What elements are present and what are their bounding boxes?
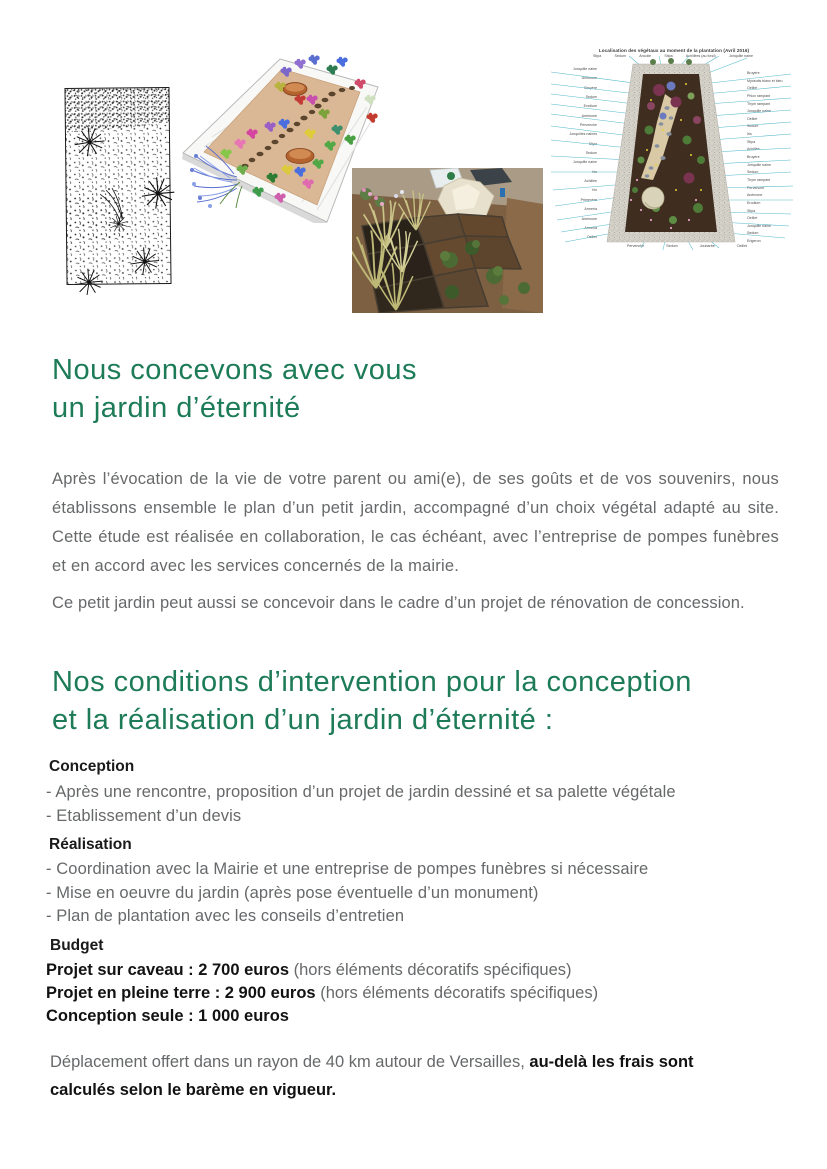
- plan-label: Oeillet: [747, 86, 758, 91]
- plan-label: Pervenche: [579, 123, 597, 128]
- plan-label: Oeillet: [586, 235, 597, 240]
- plan-label: Sedum: [747, 170, 759, 175]
- price-line-caveau: [46, 959, 806, 982]
- plan-label: Achillées (au fond): [685, 54, 716, 58]
- plan-label: Iris: [747, 132, 752, 137]
- round-stone: [642, 187, 664, 209]
- plan-labels-right: [747, 72, 805, 244]
- plan-label: Phlox rampant: [747, 93, 771, 98]
- renovation-paragraph: Ce petit jardin peut aussi se concevoir dans le cadre d’un projet de rénovation de concession.: [52, 593, 745, 612]
- plan-label: Jonquille naine: [729, 54, 753, 58]
- travel-note-normal: Déplacement offert dans un rayon de 40 km autour de Versailles,: [50, 1052, 530, 1071]
- plan-label: Bruyère: [747, 155, 760, 160]
- plan-label: Bruyère: [747, 71, 760, 75]
- plan-label: Erigeron: [747, 239, 761, 244]
- list-item: - Après une rencontre, proposition d’un projet de jardin dessiné et sa palette végétale: [46, 783, 676, 801]
- plan-photo-drawing: [601, 60, 741, 245]
- list-item: - Plan de plantation avec les conseils d’entretien: [46, 907, 405, 925]
- plan-label: Thym rampant: [747, 101, 771, 106]
- plan-label: Anémone: [581, 113, 597, 118]
- conception-list: [46, 781, 786, 828]
- plan-title: Localisation des végétaux au moment de la plantation (Avril 2016): [598, 48, 750, 53]
- plan-label: Pervenche: [747, 185, 765, 190]
- labelled-plan-figure: [543, 44, 805, 256]
- plan-label: Jonquille naine: [573, 160, 597, 165]
- plan-label: Stipa: [747, 208, 756, 213]
- budget-lines: [46, 959, 806, 1028]
- plan-label: Uniflorum: [581, 76, 597, 81]
- plan-label: Stipa: [747, 139, 756, 144]
- plan-label: Sedum: [747, 231, 759, 236]
- section-title-realisation: Réalisation: [49, 836, 132, 853]
- conditions-title-line1: Nos conditions d’intervention pour la conception: [52, 666, 692, 698]
- plan-label: Stipa: [588, 141, 597, 146]
- price-bold: Projet en pleine terre : 2 900 euros: [46, 984, 316, 1002]
- plan-label: Erodium: [747, 200, 761, 205]
- price-note: (hors éléments décoratifs spécifiques): [289, 961, 572, 979]
- plan-labels-bottom: [627, 245, 747, 249]
- travel-note-bold: au-delà les frais sont calculés selon le barème en vigueur.: [50, 1052, 694, 1099]
- plan-label: Oeillet: [736, 244, 747, 248]
- plan-label: Thym rampant: [747, 177, 771, 182]
- conditions-title-line2: et la réalisation d’un jardin d’éternité :: [52, 704, 554, 736]
- travel-note: [50, 1048, 740, 1104]
- page-title-line1: Nous concevons avec vous: [52, 354, 418, 386]
- price-note: (hors éléments décoratifs spécifiques): [315, 984, 599, 1002]
- plan-label: Anémone: [747, 193, 763, 198]
- list-item: - Coordination avec la Mairie et une entreprise de pompes funèbres si nécessaire: [46, 860, 649, 878]
- price-bold: Projet sur caveau : 2 700 euros: [46, 961, 290, 979]
- planting-photo-drawing: [352, 168, 543, 313]
- plan-label: Jonquille naine: [747, 162, 771, 167]
- garden-sketch-drawing: [60, 76, 180, 296]
- section-title-budget: Budget: [50, 937, 104, 954]
- plan-label: Sedum: [585, 151, 597, 156]
- section-title-conception: Conception: [49, 758, 135, 775]
- plan-label: Sedum: [614, 54, 626, 58]
- page-title: [52, 351, 417, 427]
- plan-label: Ancolie: [639, 54, 652, 58]
- conditions-title: [52, 663, 692, 739]
- price-line-pleine-terre: [46, 982, 806, 1005]
- intro-paragraph: Après l’évocation de la vie de votre parent ou ami(e), de ses goûts et de vos souvenirs, nous établissons ensemble le plan d’un petit jardin, accompagné d’un choix végétal adapté au site. Cette étude est réalisée en collaboration, le cas échéant, avec l’entreprise de pompes funèbres et en accord avec les services concernés de la mairie.: [52, 469, 779, 575]
- plan-label: Jonquille naine: [747, 109, 771, 114]
- plan-label: Armeria: [584, 225, 597, 230]
- plan-label: Oeillet: [747, 116, 758, 121]
- plan-label: Achillée: [584, 179, 597, 184]
- plan-label: Bruyère: [584, 85, 597, 90]
- plan-label: Iris: [592, 169, 597, 174]
- plan-label: Armeria: [584, 207, 597, 212]
- list-item: - Mise en oeuvre du jardin (après pose éventuelle d’un monument): [46, 883, 539, 902]
- plan-label: Pervenche: [627, 244, 645, 248]
- plan-label: Stipa: [664, 54, 673, 58]
- price-bold: Conception seule : 1 000 euros: [46, 1007, 289, 1025]
- list-item: - Etablissement d’un devis: [46, 806, 242, 825]
- realisation-list: [46, 858, 786, 929]
- plan-label: Jonquille naine: [573, 67, 597, 71]
- plan-label: Oeillet: [747, 216, 758, 221]
- plan-label: Sedum: [666, 244, 678, 248]
- plan-label: Iris: [592, 188, 597, 193]
- plan-label: Achillée: [747, 147, 760, 152]
- plan-label: Myosotis blanc et bleu: [747, 78, 783, 83]
- garden-sketch-image: [60, 76, 180, 296]
- plan-label: Jonquilles naines: [569, 132, 597, 137]
- plan-label: Sedum: [585, 95, 597, 100]
- plan-label: Joubarbe: [699, 244, 715, 248]
- plan-label: Stipa: [593, 54, 602, 58]
- page-title-line2: un jardin d’éternité: [52, 392, 301, 424]
- plan-label: Erodium: [583, 104, 597, 109]
- plan-labels-top: [593, 55, 753, 59]
- plan-label: Jonquille naine: [747, 223, 771, 228]
- plan-label: Primevère: [580, 197, 597, 202]
- plan-label: Anémone: [581, 216, 597, 221]
- plan-label: Sedum: [747, 124, 759, 129]
- planting-photo-image: [352, 168, 543, 313]
- price-line-conception: [46, 1005, 806, 1028]
